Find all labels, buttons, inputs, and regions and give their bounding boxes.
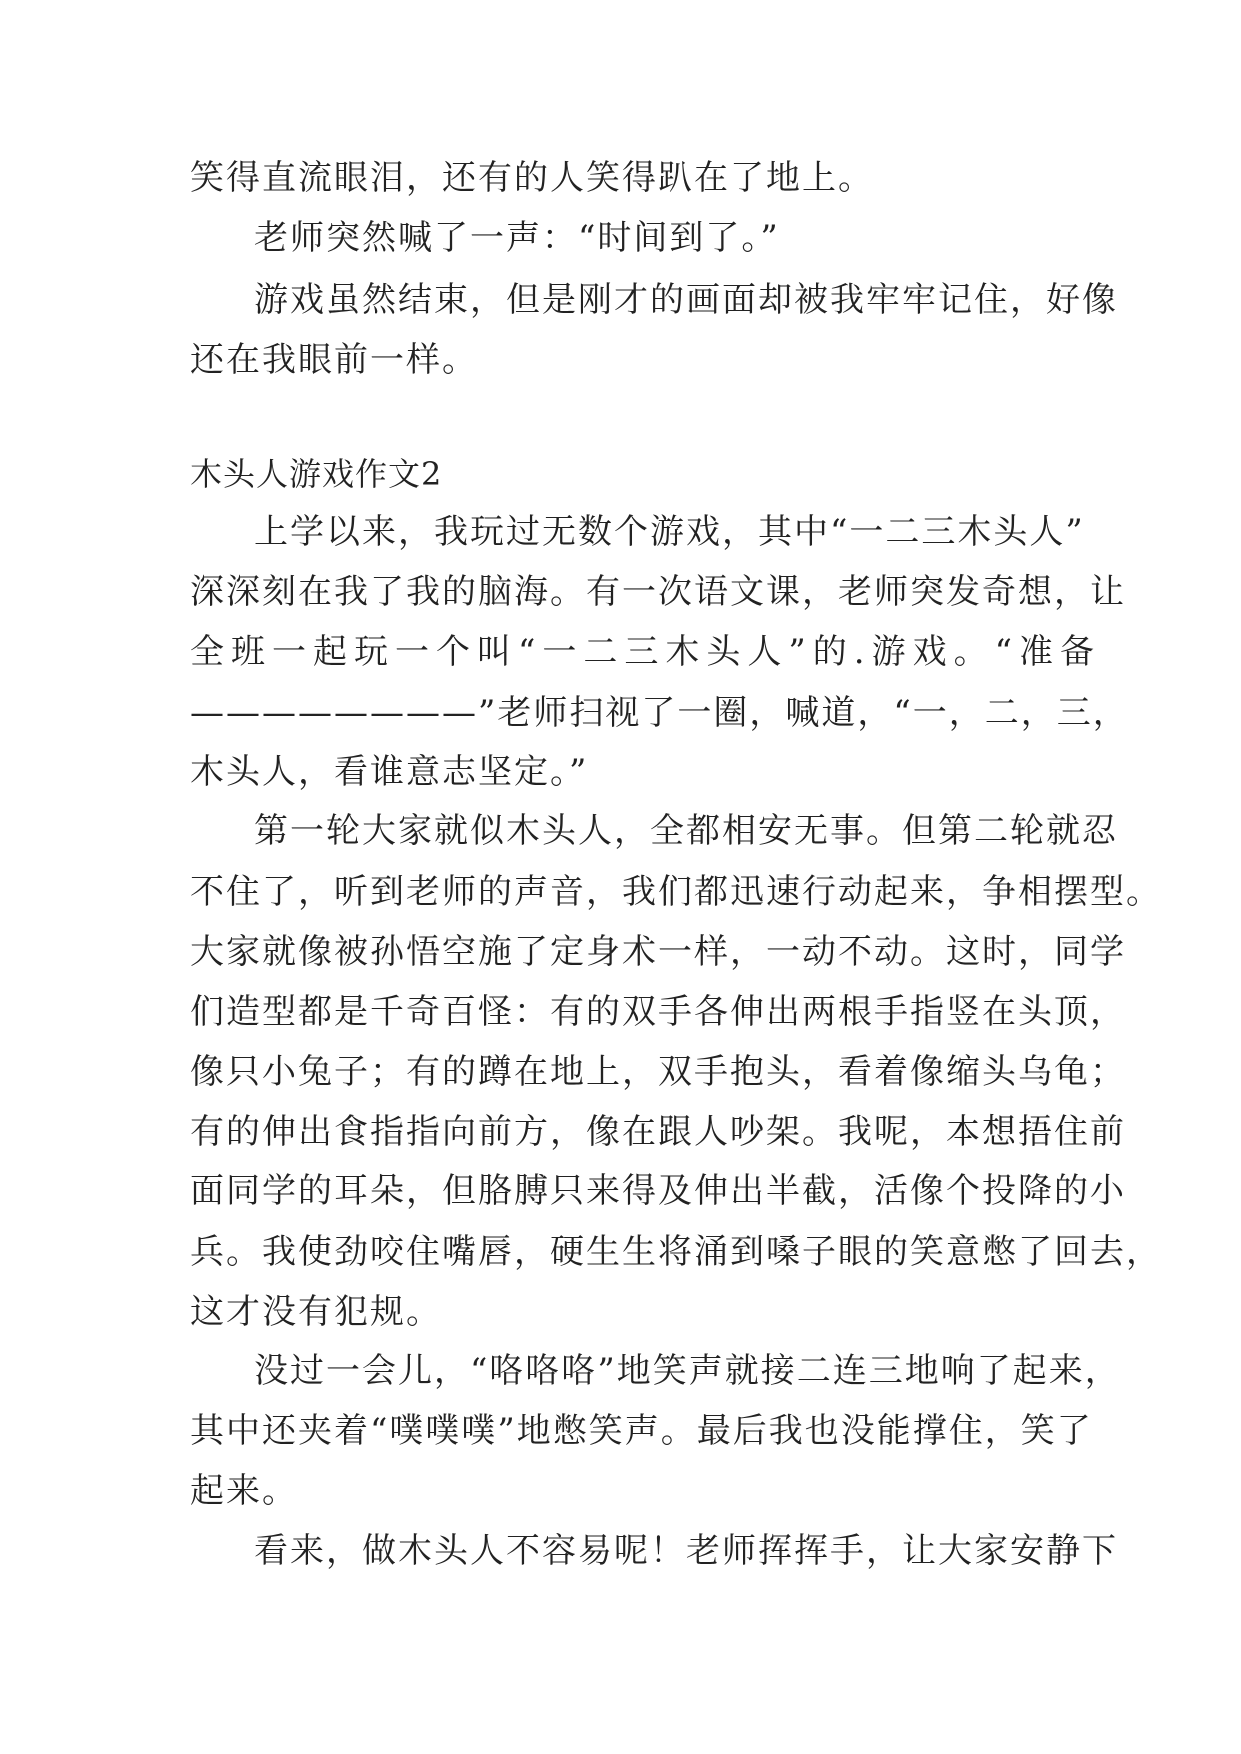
text-line: 老师突然喊了一声：“时间到了。” xyxy=(254,218,780,258)
text-line: 们造型都是千奇百怪：有的双手各伸出两根手指竖在头顶， xyxy=(190,992,1126,1032)
text-line: 兵。我使劲咬住嘴唇，硬生生将涌到嗓子眼的笑意憋了回去， xyxy=(190,1232,1162,1272)
text-line: 笑得直流眼泪，还有的人笑得趴在了地上。 xyxy=(190,158,874,198)
text-line: 起来。 xyxy=(190,1471,298,1511)
text-line: 深深刻在我了我的脑海。有一次语文课，老师突发奇想，让 xyxy=(190,572,1126,612)
text-line: 上学以来，我玩过无数个游戏，其中“一二三木头人” xyxy=(254,512,1085,552)
text-line: 面同学的耳朵，但胳膊只来得及伸出半截，活像个投降的小 xyxy=(190,1171,1126,1211)
text-line: 看来，做木头人不容易呢！老师挥挥手，让大家安静下 xyxy=(254,1531,1118,1571)
text-line: 大家就像被孙悟空施了定身术一样，一动不动。这时，同学 xyxy=(190,932,1126,972)
text-line: ————————”老师扫视了一圈，喊道，“一，二，三， xyxy=(190,693,1129,733)
text-line: 全班一起玩一个叫“一二三木头人”的.游戏。“准备 xyxy=(190,632,1101,672)
text-line: 游戏虽然结束，但是刚才的画面却被我牢牢记住，好像 xyxy=(254,280,1118,320)
text-line: 有的伸出食指指向前方，像在跟人吵架。我呢，本想捂住前 xyxy=(190,1112,1126,1152)
text-line: 还在我眼前一样。 xyxy=(190,340,478,380)
text-line: 这才没有犯规。 xyxy=(190,1292,442,1332)
text-line: 第一轮大家就似木头人，全都相安无事。但第二轮就忍 xyxy=(254,811,1118,851)
text-line: 木头人，看谁意志坚定。” xyxy=(190,752,589,792)
text-line: 其中还夹着“噗噗噗”地憋笑声。最后我也没能撑住，笑了 xyxy=(190,1411,1093,1451)
section-heading: 木头人游戏作文2 xyxy=(190,455,443,493)
text-line: 不住了，听到老师的声音，我们都迅速行动起来，争相摆型。 xyxy=(190,872,1162,912)
text-line: 像只小兔子；有的蹲在地上，双手抱头，看着像缩头乌龟； xyxy=(190,1052,1126,1092)
text-line: 没过一会儿，“咯咯咯”地笑声就接二连三地响了起来， xyxy=(254,1351,1121,1391)
